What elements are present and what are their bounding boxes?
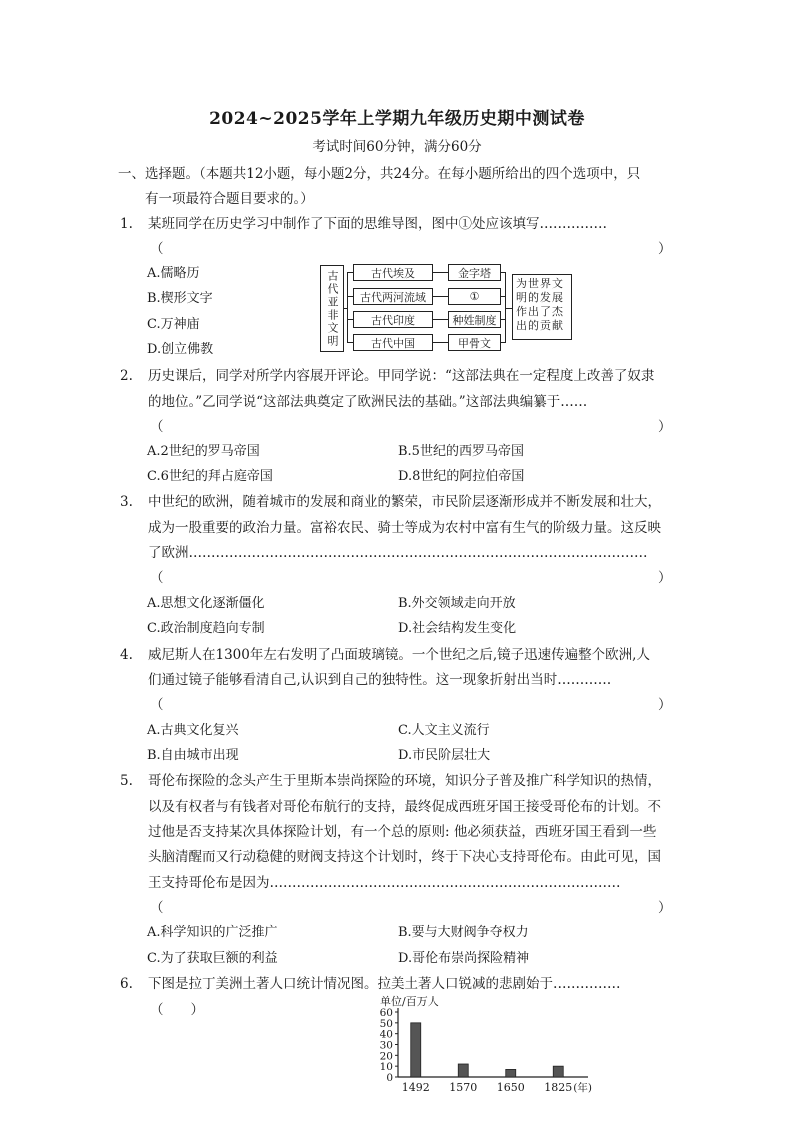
question-6-stem: 下图是拉丁美洲土著人口统计情况图。拉美土著人口锐减的悲剧始于…………… — [148, 976, 621, 992]
question-6-number: 6. — [120, 976, 133, 992]
section-instructions-line2: 有一项最符合题目要求的。） — [145, 191, 314, 207]
question-5-stem-line4: 头脑清醒而又行动稳健的财阀支持这个计划时，终于下决心支持哥伦布。由此可见，国 — [148, 849, 661, 865]
population-bar-chart — [360, 990, 600, 1100]
section-instructions-line1: 一、选择题。（本题共12小题，每小题2分，共24分。在每小题所给出的四个选项中，只 — [118, 166, 641, 182]
question-1-option-c[interactable]: C.万神庙 — [147, 317, 200, 332]
question-2-option-a[interactable]: A.2世纪的罗马帝国 — [147, 444, 260, 459]
mindmap-conclusion: 为世界文明的发展作出了杰出的贡献 — [512, 274, 572, 340]
x-tick-label: 1492 — [401, 1081, 430, 1094]
question-5-answer-close: ） — [658, 900, 672, 916]
x-tick-label: 1570 — [449, 1081, 478, 1094]
question-5-number: 5. — [120, 773, 133, 789]
y-tick-label: 20 — [379, 1050, 393, 1063]
question-4-stem-line1: 威尼斯人在1300年左右发明了凸面玻璃镜。一个世纪之后,镜子迅速传遍整个欧洲,人 — [148, 647, 650, 663]
question-4-option-d[interactable]: D.市民阶层壮大 — [398, 748, 491, 763]
x-tick-label: 1825 — [544, 1081, 573, 1094]
question-1-option-d[interactable]: D.创立佛教 — [147, 342, 214, 357]
question-2-answer-open: （ — [150, 419, 164, 435]
question-2-answer-close: ） — [658, 419, 672, 435]
question-4-option-a[interactable]: A.古典文化复兴 — [147, 723, 239, 738]
x-tick-label: 1650 — [496, 1081, 525, 1094]
question-5-option-b[interactable]: B.要与大财阀争夺权力 — [398, 925, 529, 940]
mindmap-item-oracle: 甲骨文 — [448, 334, 501, 351]
page-title: 2024~2025学年上学期九年级历史期中测试卷 — [209, 109, 585, 129]
question-1-answer-close: ） — [658, 241, 672, 257]
question-1-number: 1. — [120, 216, 133, 232]
question-4-option-b[interactable]: B.自由城市出现 — [147, 748, 239, 763]
question-3-option-c[interactable]: C.政治制度趋向专制 — [147, 621, 265, 636]
question-1-stem: 某班同学在历史学习中制作了下面的思维导图，图中①处应该填写…………… — [148, 216, 607, 232]
mindmap-root: 古代亚非文明 — [320, 265, 344, 352]
mindmap-item-pyramid: 金字塔 — [448, 264, 501, 281]
question-3-answer-open: （ — [150, 570, 164, 586]
question-5-stem-line3: 过他是否支持某次具体探险计划，有一个总的原则: 他必须获益，西班牙国王看到一些 — [148, 824, 657, 840]
mindmap-item-blank: ① — [448, 288, 501, 305]
question-1-answer-open: （ — [150, 241, 164, 257]
question-2-option-d[interactable]: D.8世纪的阿拉伯帝国 — [398, 469, 525, 484]
y-tick-label: 40 — [379, 1028, 393, 1041]
question-5-stem-line2: 以及有权者与有钱者对哥伦布航行的支持，最终促成西班牙国王接受哥伦布的计划。不 — [148, 799, 661, 815]
y-tick-label: 0 — [386, 1072, 393, 1084]
question-4-answer-open: （ — [150, 697, 164, 713]
mindmap-item-caste: 种姓制度 — [448, 311, 501, 328]
bar — [458, 1064, 468, 1077]
question-6-answer: （ ） — [150, 1002, 204, 1018]
question-4-option-c[interactable]: C.人文主义流行 — [398, 723, 490, 738]
question-4-stem-line2: 们通过镜子能够看清自己,认识到自己的独特性。这一现象折射出当时………… — [148, 672, 612, 688]
question-3-option-b[interactable]: B.外交领域走向开放 — [398, 596, 516, 611]
y-tick-label: 10 — [379, 1061, 393, 1074]
question-5-option-a[interactable]: A.科学知识的广泛推广 — [147, 925, 278, 940]
question-2-number: 2. — [120, 368, 133, 384]
mindmap-civ-india: 古代印度 — [353, 311, 433, 328]
y-tick-label: 30 — [379, 1039, 393, 1052]
x-axis-label: (年) — [573, 1082, 592, 1094]
question-3-stem-line2: 成为一股重要的政治力量。富裕农民、骑士等成为农村中富有生气的阶级力量。这反映 — [148, 520, 661, 536]
question-5-answer-open: （ — [150, 900, 164, 916]
mindmap-civ-egypt: 古代埃及 — [353, 264, 433, 281]
question-5-option-c[interactable]: C.为了获取巨额的利益 — [147, 951, 278, 966]
y-tick-label: 50 — [379, 1017, 393, 1030]
question-1-option-a[interactable]: A.儒略历 — [147, 266, 200, 281]
bar — [411, 1023, 421, 1077]
question-5-option-d[interactable]: D.哥伦布崇尚探险精神 — [398, 951, 530, 966]
question-4-answer-close: ） — [658, 697, 672, 713]
question-3-option-a[interactable]: A.思想文化逐渐僵化 — [147, 596, 265, 611]
question-5-stem-line5: 王支持哥伦布是因为…………………………………………………………………… — [148, 875, 621, 891]
mindmap-civ-china: 古代中国 — [353, 334, 433, 351]
page-subtitle: 考试时间60分钟，满分60分 — [312, 139, 482, 155]
question-1-option-b[interactable]: B.楔形文字 — [147, 291, 213, 306]
question-4-number: 4. — [120, 647, 133, 663]
question-2-option-c[interactable]: C.6世纪的拜占庭帝国 — [147, 469, 273, 484]
question-2-option-b[interactable]: B.5世纪的西罗马帝国 — [398, 444, 524, 459]
question-3-answer-close: ） — [658, 570, 672, 586]
chart-title: 单位/百万人 — [380, 995, 439, 1008]
bar — [506, 1069, 516, 1077]
question-3-number: 3. — [120, 494, 133, 510]
question-3-stem-line3: 了欧洲………………………………………………………………………………………… — [148, 545, 648, 561]
y-tick-label: 60 — [379, 1007, 393, 1019]
mindmap-civ-mesopotamia: 古代两河流域 — [353, 288, 433, 305]
chart-bars — [411, 1023, 564, 1077]
question-3-option-d[interactable]: D.社会结构发生变化 — [398, 621, 517, 636]
question-2-stem-line2: 的地位。”乙同学说“这部法典奠定了欧洲民法的基础。”这部法典编纂于…… — [148, 394, 588, 410]
bar — [553, 1066, 563, 1077]
question-2-stem-line1: 历史课后，同学对所学内容展开评论。甲同学说：“这部法典在一定程度上改善了奴隶 — [148, 368, 655, 384]
question-3-stem-line1: 中世纪的欧洲，随着城市的发展和商业的繁荣，市民阶层逐渐形成并不断发展和壮大， — [148, 494, 661, 510]
question-5-stem-line1: 哥伦布探险的念头产生于里斯本崇尚探险的环境，知识分子普及推广科学知识的热情， — [148, 773, 661, 789]
